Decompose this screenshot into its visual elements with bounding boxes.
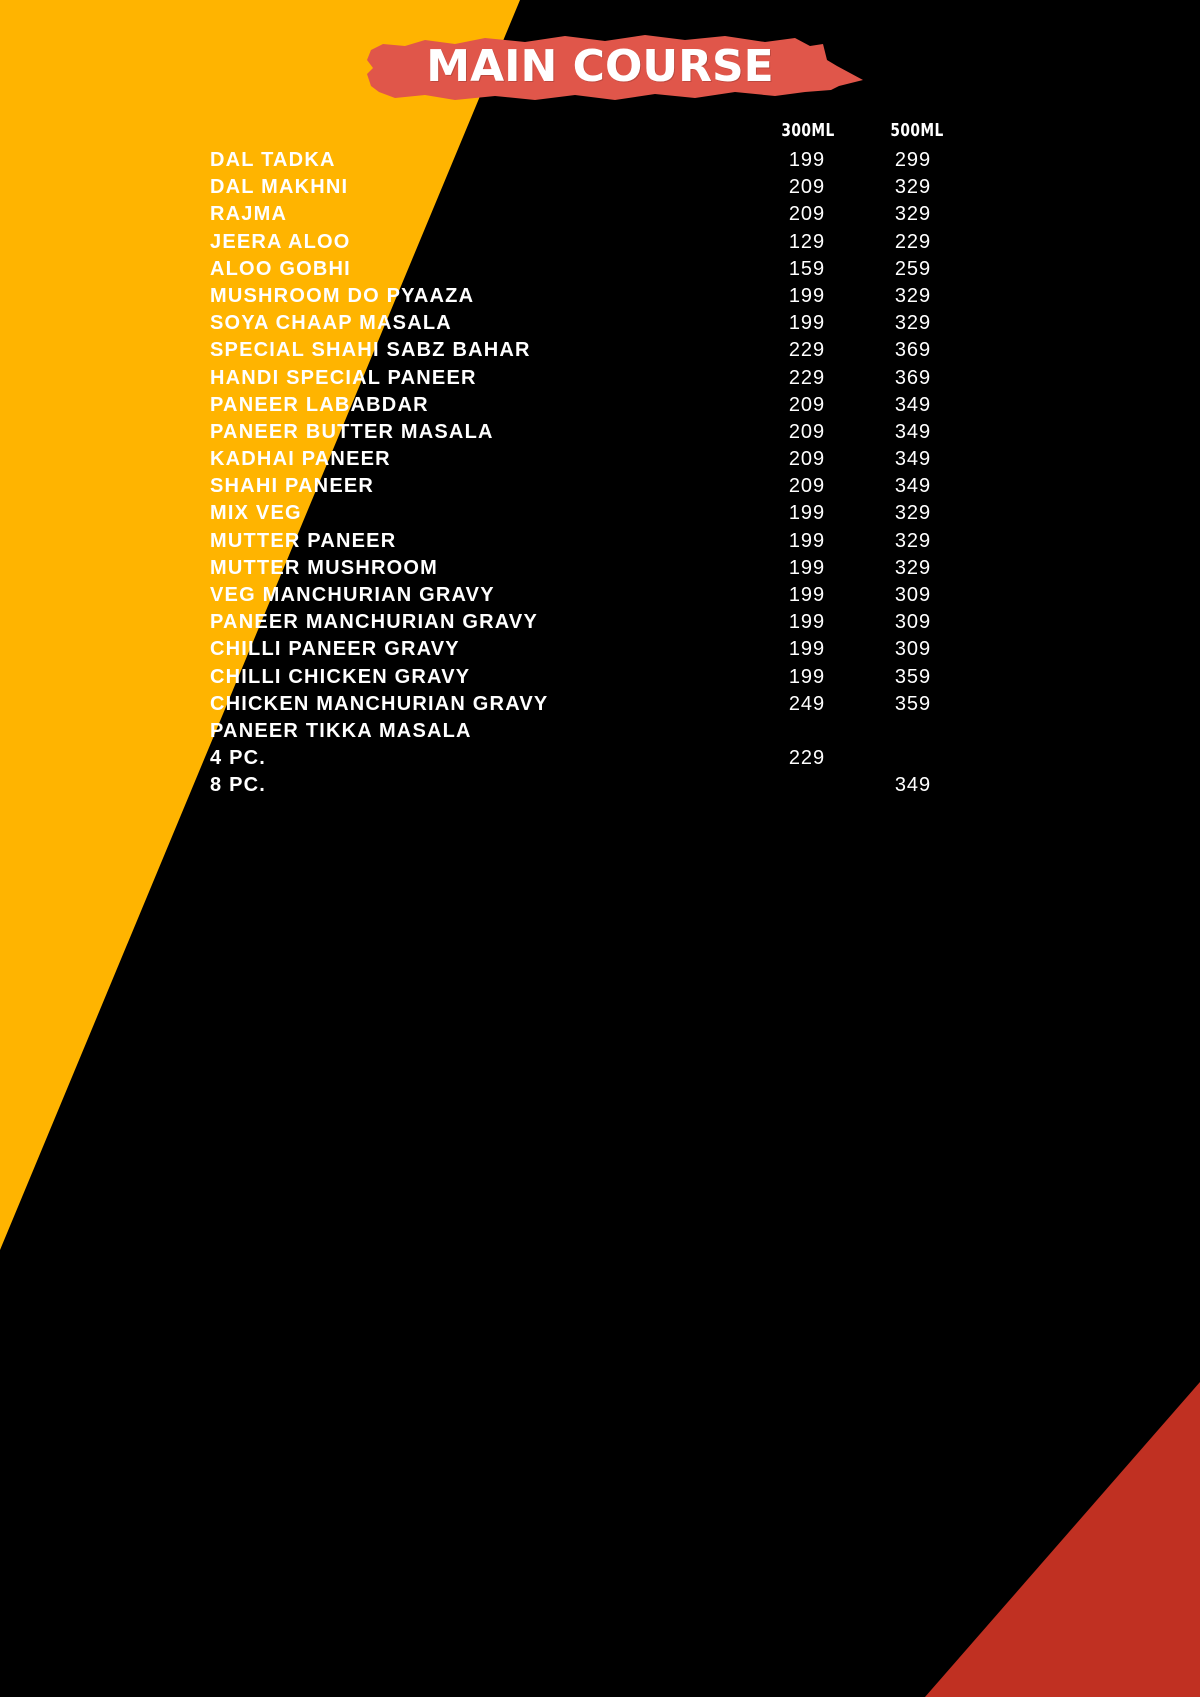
item-name: RAJMA [210,203,288,226]
price-500ml: 329 [894,529,932,552]
item-name: MIX VEG [210,502,302,525]
menu-item-row [0,337,1200,364]
price-500ml: 229 [894,230,932,253]
item-name: CHILLI PANEER GRAVY [210,638,460,661]
item-name: CHILLI CHICKEN GRAVY [210,665,471,688]
menu-list [0,147,1200,800]
menu-item-row [0,528,1200,555]
title-banner [365,30,865,104]
price-300ml: 129 [788,230,826,253]
menu-item-row [0,283,1200,310]
price-300ml: 209 [788,475,826,498]
price-300ml: 229 [788,366,826,389]
price-500ml: 349 [894,420,932,443]
item-name: 4 PC. [210,747,267,770]
price-300ml: 199 [788,611,826,634]
item-name: CHICKEN MANCHURIAN GRAVY [210,692,549,715]
item-name: PANEER MANCHURIAN GRAVY [210,611,538,634]
price-500ml: 349 [894,393,932,416]
price-300ml: 199 [788,502,826,525]
item-name: KADHAI PANEER [210,448,391,471]
price-300ml: 229 [788,339,826,362]
item-name: 8 PC. [210,774,267,797]
menu-item-row [0,365,1200,392]
item-name: DAL MAKHNI [210,176,349,199]
price-500ml: 369 [894,366,932,389]
price-300ml: 209 [788,176,826,199]
menu-item-row [0,392,1200,419]
price-300ml: 199 [788,584,826,606]
menu-item-row [0,500,1200,527]
price-300ml: 199 [788,149,826,171]
item-name: ALOO GOBHI [210,257,351,280]
menu-item-row [0,718,1200,745]
price-500ml: 349 [894,475,932,498]
price-500ml: 359 [894,665,932,688]
item-name: JEERA ALOO [210,230,351,253]
price-300ml: 159 [788,257,826,280]
item-name: SPECIAL SHAHI SABZ BAHAR [210,339,531,362]
menu-item-row [0,664,1200,691]
price-300ml: 199 [788,312,826,335]
menu-item-row [0,609,1200,636]
price-300ml: 229 [788,747,826,770]
price-300ml: 199 [788,638,826,661]
item-name: SHAHI PANEER [210,475,375,498]
page-title: MAIN COURSE [426,41,774,92]
menu-item-row [0,201,1200,228]
menu-item-row [0,310,1200,337]
price-500ml: 329 [894,556,932,579]
price-300ml: 199 [788,284,826,307]
item-name: MUTTER MUSHROOM [210,556,438,579]
price-300ml: 249 [788,692,826,715]
item-name: HANDI SPECIAL PANEER [210,366,477,389]
price-500ml: 329 [894,203,932,226]
item-name: SOYA CHAAP MASALA [210,312,452,335]
menu-item-row [0,582,1200,609]
price-300ml: 209 [788,393,826,416]
menu-item-row [0,473,1200,500]
menu-item-row [0,772,1200,799]
price-500ml: 369 [894,339,932,362]
price-300ml: 209 [788,448,826,471]
price-500ml: 309 [894,584,932,606]
menu-item-row [0,446,1200,473]
item-name: MUSHROOM DO PYAAZA [210,284,475,307]
price-500ml: 299 [894,149,932,171]
menu-item-row [0,229,1200,256]
price-500ml: 349 [894,774,932,797]
price-500ml: 329 [894,176,932,199]
price-300ml: 199 [788,556,826,579]
price-500ml: 329 [894,284,932,307]
menu-item-row [0,256,1200,283]
price-500ml: 309 [894,611,932,634]
item-name: VEG MANCHURIAN GRAVY [210,584,495,606]
column-header-300ml: 300ML [781,120,835,141]
price-500ml: 309 [894,638,932,661]
menu-item-row [0,636,1200,663]
menu-item-row [0,419,1200,446]
price-500ml: 359 [894,692,932,715]
menu-item-row [0,174,1200,201]
item-name: PANEER TIKKA MASALA [210,719,472,742]
item-name: PANEER LABABDAR [210,393,429,416]
price-300ml: 209 [788,420,826,443]
price-500ml: 349 [894,448,932,471]
menu-item-row [0,147,1200,174]
menu-item-row [0,745,1200,772]
price-500ml: 329 [894,312,932,335]
price-300ml: 209 [788,203,826,226]
price-300ml: 199 [788,665,826,688]
item-name: DAL TADKA [210,149,336,171]
menu-item-row [0,691,1200,718]
price-500ml: 259 [894,257,932,280]
column-header-500ml: 500ML [890,120,944,141]
menu-item-row [0,555,1200,582]
price-300ml: 199 [788,529,826,552]
item-name: PANEER BUTTER MASALA [210,420,494,443]
price-500ml: 329 [894,502,932,525]
item-name: MUTTER PANEER [210,529,397,552]
